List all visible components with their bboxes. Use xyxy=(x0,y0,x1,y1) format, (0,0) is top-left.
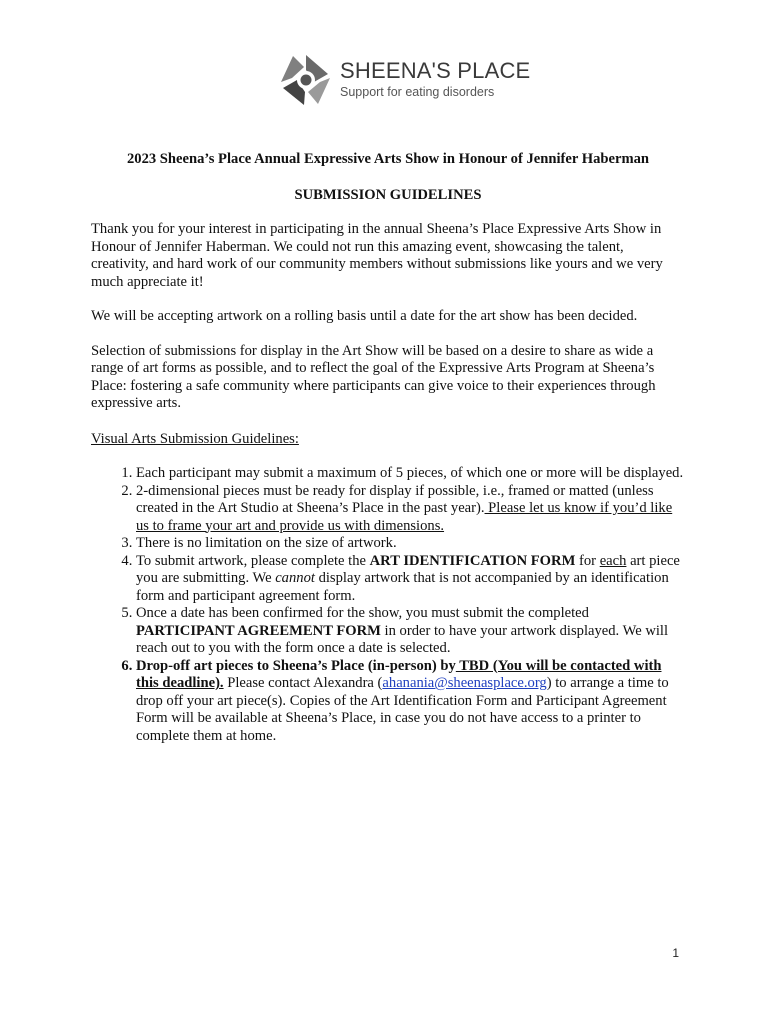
drop-off-deadline: TBD (You will be contacted with this deadline). xyxy=(136,657,662,691)
document-title: 2023 Sheena’s Place Annual Expressive Arts Show in Honour of Jennifer Haberman xyxy=(126,151,650,167)
page-number: 1 xyxy=(672,946,679,960)
document-body xyxy=(91,151,685,745)
guideline-item-1-text: Each participant may submit a maximum of 5 pieces, of which one or more will be displayed. xyxy=(136,465,684,481)
guidelines-list xyxy=(91,465,685,745)
sheenas-place-logo xyxy=(278,52,531,110)
guideline-item-5-text-2: in order to have your artwork displayed. We will reach out to you with the form once a date is selected. xyxy=(136,622,669,656)
each-emphasis: each xyxy=(599,552,627,569)
guideline-item-1 xyxy=(136,465,685,483)
art-identification-form-label: ART IDENTIFICATION FORM xyxy=(369,552,576,569)
guideline-item-4 xyxy=(136,553,685,606)
selection-paragraph: Selection of submissions for display in the Art Show will be based on a desire to share as wide a range of art forms as possible, and to reflect the goal of the Expressive Arts Program at Sheena’s Place: fostering a safe community where participants can give voice to their experiences through expressive arts. xyxy=(91,342,656,411)
visual-arts-guidelines-heading: Visual Arts Submission Guidelines: xyxy=(91,430,299,447)
guideline-item-3 xyxy=(136,535,685,553)
drop-off-instruction: Drop-off art pieces to Sheena’s Place (in-person) by xyxy=(136,657,456,674)
intro-paragraph: Thank you for your interest in participating in the annual Sheena’s Place Expressive Arts Show in Honour of Jennifer Haberman. We could not run this amazing event, showcasing the talent, creativity, and hard work of our community members without submissions like yours and we very much appreciate it! xyxy=(91,221,663,290)
guideline-item-4-text: To submit artwork, please complete the xyxy=(136,552,370,569)
guideline-item-4-text-2: for xyxy=(575,552,600,569)
guideline-item-4-text-4: display artwork that is not accompanied by an identification form and participant agreement form. xyxy=(136,570,669,604)
guideline-item-2-text: 2-dimensional pieces must be ready for display if possible, i.e., framed or matted (unless created in the Art Studio at Sheena’s Place in the past year). xyxy=(136,482,654,516)
frame-request-note: Please let us know if you’d like us to frame your art and provide us with dimensions. xyxy=(136,500,673,534)
rolling-basis-paragraph: We will be accepting artwork on a rolling basis until a date for the art show has been decided. xyxy=(91,308,638,324)
guideline-item-5-text: Once a date has been confirmed for the show, you must submit the completed xyxy=(136,605,589,621)
document-subtitle: SUBMISSION GUIDELINES xyxy=(294,186,482,203)
logo-tagline: Support for eating disorders xyxy=(340,85,495,99)
contact-email-link[interactable]: ahanania@sheenasplace.org xyxy=(382,675,547,691)
cannot-emphasis: cannot xyxy=(275,570,315,586)
logo-wordmark: SHEENA'S PLACE xyxy=(340,58,531,83)
guideline-item-6-text-2: ) to arrange a time to drop off your art piece(s). Copies of the Art Identification Form and Participant Agreement Form will be available at Sheena’s Place, in case you do not have access to a printer to complete them at home. xyxy=(136,675,669,744)
guideline-item-4-text-3: art piece you are submitting. We xyxy=(136,552,680,586)
sheenas-place-logo-icon xyxy=(278,52,334,108)
guideline-item-6-text: Please contact Alexandra ( xyxy=(223,675,383,691)
guideline-item-6 xyxy=(136,658,685,746)
guideline-item-5 xyxy=(136,605,685,658)
participant-agreement-form-label: PARTICIPANT AGREEMENT FORM xyxy=(136,622,381,639)
guideline-item-2 xyxy=(136,483,685,536)
guideline-item-3-text: There is no limitation on the size of artwork. xyxy=(136,535,397,551)
